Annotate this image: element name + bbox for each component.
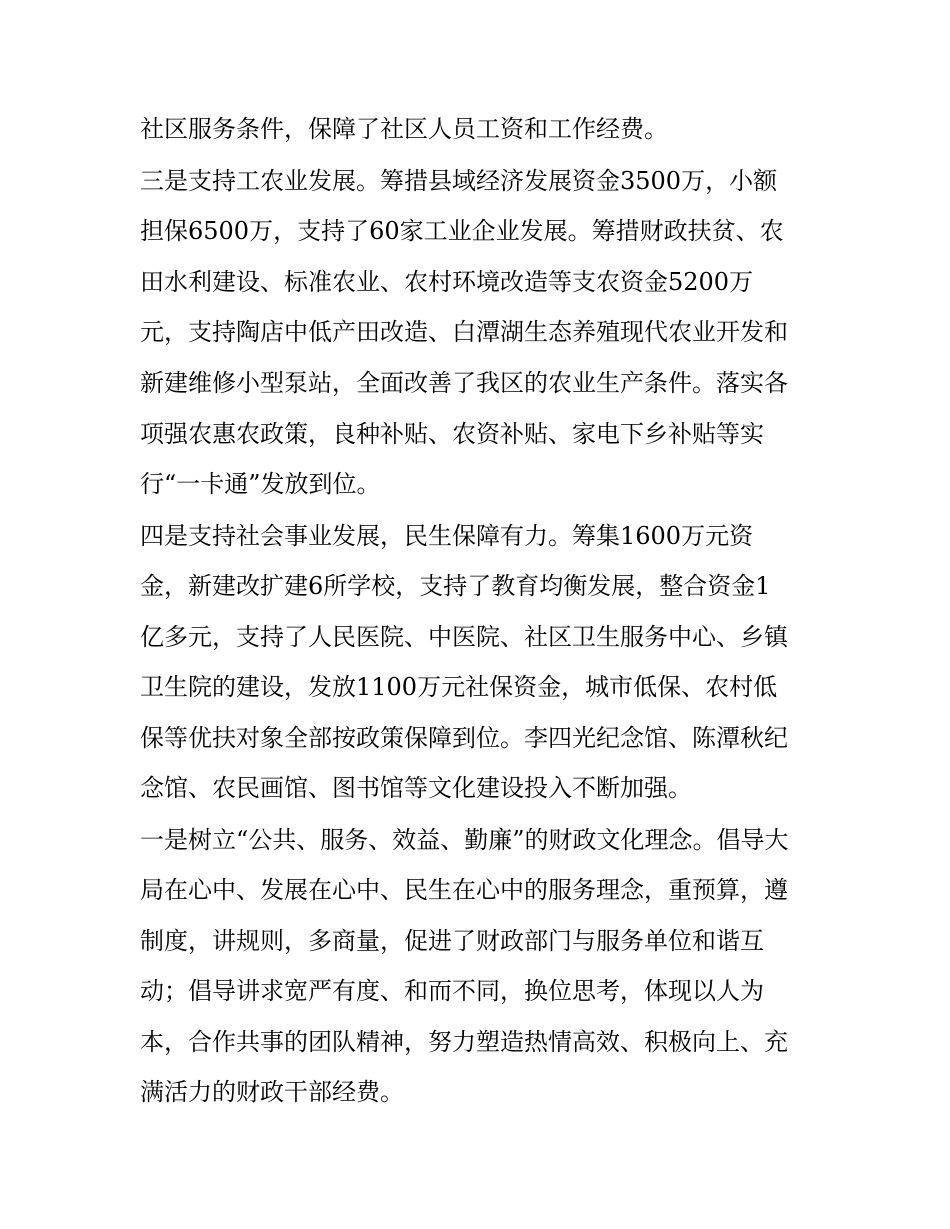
text-line: 本，合作共事的团队精神，努力塑造热情高效、积极向上、充 [140, 1028, 788, 1056]
text-line: 亿多元，支持了人民医院、中医院、社区卫生服务中心、乡镇 [140, 623, 788, 651]
text-line: 担保6500万，支持了60家工业企业发展。筹措财政扶贫、农 [140, 217, 784, 245]
text-line: 动；倡导讲求宽严有度、和而不同，换位思考，体现以人为 [140, 977, 764, 1005]
text-line: 制度，讲规则，多商量，促进了财政部门与服务单位和谐互 [140, 927, 764, 955]
text-line: 四是支持社会事业发展，民生保障有力。筹集1600万元资 [140, 522, 754, 550]
text-line: 项强农惠农政策，良种补贴、农资补贴、家电下乡补贴等实 [140, 420, 764, 448]
text-line: 社区服务条件，保障了社区人员工资和工作经费。 [140, 115, 668, 143]
text-line: 卫生院的建设，发放1100万元社保资金，城市低保、农村低 [140, 673, 778, 701]
text-line: 行“一卡通”发放到位。 [140, 470, 381, 498]
text-line: 满活力的财政干部经费。 [140, 1078, 404, 1106]
text-line: 一是树立“公共、服务、效益、勤廉”的财政文化理念。倡导大 [140, 826, 789, 854]
text-line: 念馆、农民画馆、图书馆等文化建设投入不断加强。 [140, 774, 692, 802]
text-line: 元，支持陶店中低产田改造、白潭湖生态养殖现代农业开发和 [140, 318, 788, 346]
text-line: 局在心中、发展在心中、民生在心中的服务理念，重预算，遵 [140, 876, 788, 904]
text-line: 田水利建设、标准农业、农村环境改造等支农资金5200万 [140, 268, 754, 296]
text-line: 新建维修小型泵站，全面改善了我区的农业生产条件。落实各 [140, 369, 788, 397]
text-line: 保等优扶对象全部按政策保障到位。李四光纪念馆、陈潭秋纪 [140, 724, 788, 752]
text-line: 三是支持工农业发展。筹措县域经济发展资金3500万，小额 [140, 167, 778, 195]
text-line: 金，新建改扩建6所学校，支持了教育均衡发展，整合资金1 [140, 572, 771, 600]
